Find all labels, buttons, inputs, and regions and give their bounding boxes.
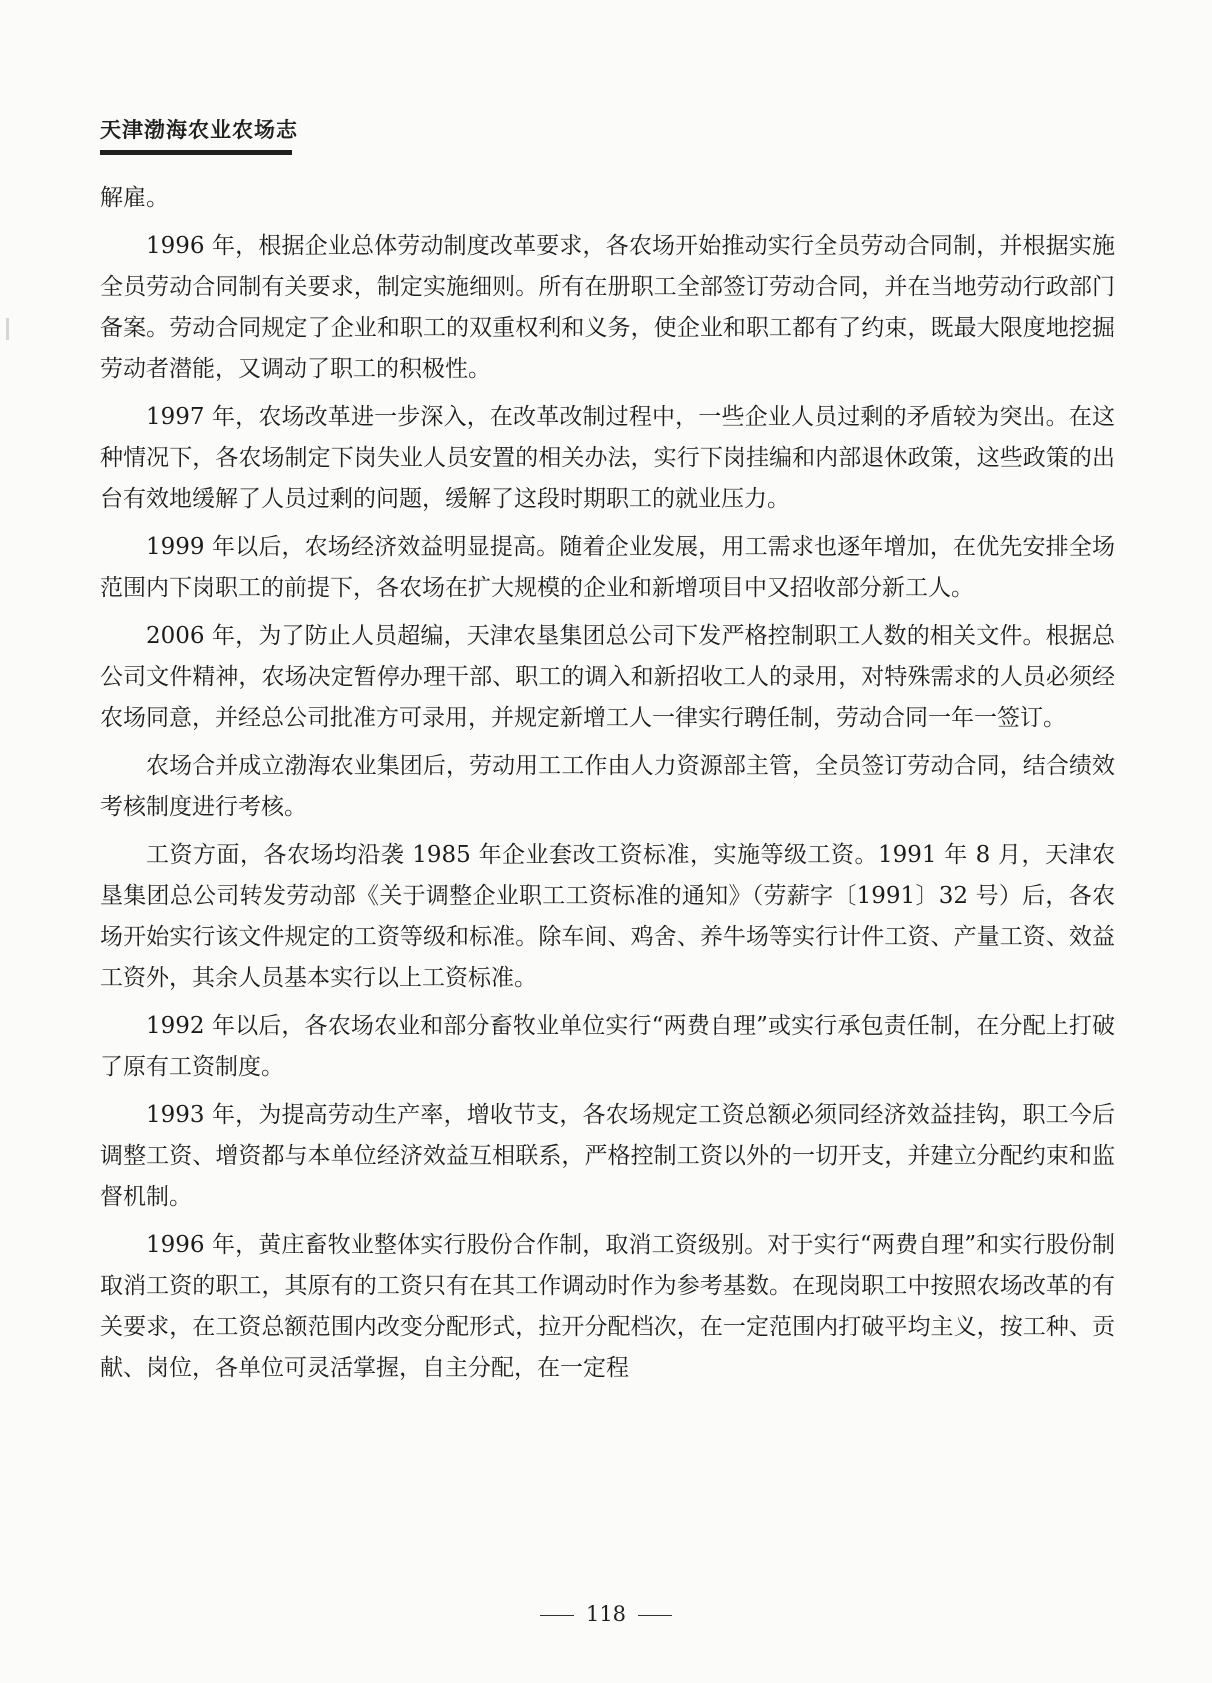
header-rule <box>100 150 292 155</box>
page-number: 118 <box>585 1602 627 1626</box>
body-text <box>100 178 1115 1396</box>
footer-dash-right <box>638 1615 672 1616</box>
paragraph: 1993 年，为提高劳动生产率，增收节支，各农场规定工资总额必须同经济效益挂钩，职工今后调整工资、增资都与本单位经济效益互相联系，严格控制工资以外的一切开支，并建立分配约束和监督机制。 <box>100 1102 1115 1210</box>
paragraph: 1992 年以后，各农场农业和部分畜牧业单位实行“两费自理”或实行承包责任制，在分配上打破了原有工资制度。 <box>100 1013 1115 1080</box>
page-number-footer <box>0 1602 1212 1626</box>
paragraph-continuation: 解雇。 <box>100 185 169 211</box>
footer-dash-left <box>540 1615 574 1616</box>
paragraph: 1997 年，农场改革进一步深入，在改革改制过程中，一些企业人员过剩的矛盾较为突出。在这种情况下，各农场制定下岗失业人员安置的相关办法，实行下岗挂编和内部退休政策，这些政策的出台有效地缓解了人员过剩的问题，缓解了这段时期职工的就业压力。 <box>100 404 1115 512</box>
paragraph: 1996 年，根据企业总体劳动制度改革要求，各农场开始推动实行全员劳动合同制，并根据实施全员劳动合同制有关要求，制定实施细则。所有在册职工全部签订劳动合同，并在当地劳动行政部门备案。劳动合同规定了企业和职工的双重权利和义务，使企业和职工都有了约束，既最大限度地挖掘劳动者潜能，又调动了职工的积极性。 <box>100 233 1115 382</box>
scan-artifact <box>6 318 9 340</box>
paragraph: 1999 年以后，农场经济效益明显提高。随着企业发展，用工需求也逐年增加，在优先安排全场范围内下岗职工的前提下，各农场在扩大规模的企业和新增项目中又招收部分新工人。 <box>100 534 1115 601</box>
paragraph: 2006 年，为了防止人员超编，天津农垦集团总公司下发严格控制职工人数的相关文件。根据总公司文件精神，农场决定暂停办理干部、职工的调入和新招收工人的录用，对特殊需求的人员必须经农场同意，并经总公司批准方可录用，并规定新增工人一律实行聘任制，劳动合同一年一签订。 <box>100 623 1115 731</box>
running-header: 天津渤海农业农场志 <box>100 118 298 142</box>
paragraph: 农场合并成立渤海农业集团后，劳动用工工作由人力资源部主管，全员签订劳动合同，结合绩效考核制度进行考核。 <box>100 753 1115 820</box>
paragraph: 工资方面，各农场均沿袭 1985 年企业套改工资标准，实施等级工资。1991 年 8 月，天津农垦集团总公司转发劳动部《关于调整企业职工工资标准的通知》（劳薪字〔1991〕32 号）后，各农场开始实行该文件规定的工资等级和标准。除车间、鸡舍、养牛场等实行计件工资、产量工资、效益工资外，其余人员基本实行以上工资标准。 <box>100 842 1115 991</box>
paragraph: 1996 年，黄庄畜牧业整体实行股份合作制，取消工资级别。对于实行“两费自理”和实行股份制取消工资的职工，其原有的工资只有在其工作调动时作为参考基数。在现岗职工中按照农场改革的有关要求，在工资总额范围内改变分配形式，拉开分配档次，在一定范围内打破平均主义，按工种、贡献、岗位，各单位可灵活掌握，自主分配，在一定程 <box>100 1232 1115 1381</box>
